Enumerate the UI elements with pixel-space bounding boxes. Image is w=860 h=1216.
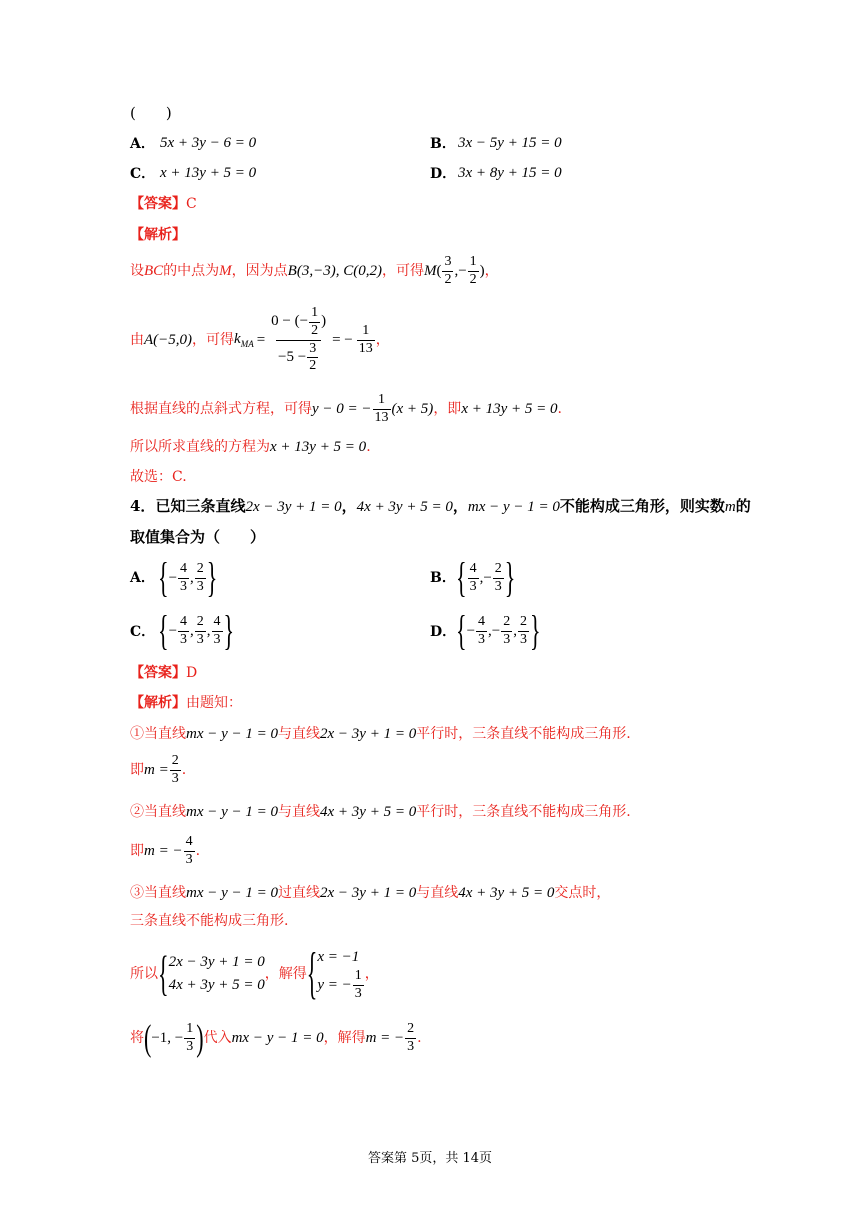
q4-case-1: ①当直线mx − y − 1 = 0与直线2x − 3y + 1 = 0平行时，三条直线不能构成三角形. <box>130 726 631 742</box>
answer-value: C <box>186 196 197 212</box>
math-k: $k_{MA}$ <box>234 330 254 349</box>
q4-case-2-result: 即 m = − $\frac{4}{3}$ . <box>130 833 201 867</box>
text: ，可得 <box>192 332 235 348</box>
text: . <box>557 401 562 417</box>
question-4-stem-line2: 取值集合为（ ） <box>130 528 266 546</box>
fraction: $\frac{3}{2}$ <box>444 253 452 287</box>
math: y − 0 = − <box>312 400 372 417</box>
fraction: $\frac{1}{13}$ <box>358 322 373 356</box>
math-eq: = <box>256 331 266 348</box>
q4-option-c-set: { − $\frac{4}{3}$ , $\frac{2}{3}$ , $\frac{4}{3}$ } <box>158 606 235 654</box>
text: ， <box>375 332 390 348</box>
analysis-line-result: 所以所求直线的方程为x + 13y + 5 = 0. <box>130 439 371 455</box>
text: ，因为点 <box>231 263 288 279</box>
option-d-label: D． <box>430 166 457 182</box>
math-point-a: A(−5,0) <box>144 331 193 348</box>
option-c-expr: x + 13y + 5 = 0 <box>160 165 257 181</box>
question-paren: ( ) <box>130 104 172 122</box>
page-footer: 答案第 5页，共 14页 <box>367 1151 493 1166</box>
math-eq: = − <box>332 331 353 348</box>
q4-option-b-label: B． <box>430 570 456 586</box>
text: 的中点为 <box>163 263 220 279</box>
option-d-expr: 3x + 8y + 15 = 0 <box>458 165 562 181</box>
q4-option-b-set: { $\frac{4}{3}$ ,− $\frac{2}{3}$ } <box>456 553 516 601</box>
q4-analysis-intro: 【解析】由题知： <box>130 695 242 711</box>
answer-line <box>130 197 197 211</box>
q4-answer-line: 【答案】D <box>130 665 198 681</box>
option-a-label: A． <box>130 136 155 152</box>
text: 由 <box>130 332 144 348</box>
q4-system-line: 所以 { 2x − 3y + 1 = 0 4x + 3y + 5 = 0 ，解得 { x = −1 y = − $\frac{1}{3}$ ， <box>130 940 379 1006</box>
math: (x + 5) <box>391 400 434 417</box>
analysis-label: 【解析】 <box>130 227 186 243</box>
math-paren: ( <box>436 262 442 279</box>
text: ， <box>484 263 499 279</box>
fraction: $\frac{1}{2}$ <box>469 253 477 287</box>
math-m2: M <box>423 262 437 279</box>
math-sep: ,− <box>454 262 467 279</box>
q4-option-c-label: C． <box>130 624 156 640</box>
analysis-line-midpoint <box>130 253 499 287</box>
fraction: $\frac{1}{13}$ <box>374 391 389 425</box>
math-m: M <box>219 262 232 279</box>
analysis-line-slope <box>130 305 390 374</box>
text: ，可得 <box>381 263 424 279</box>
question-4-stem: 4．已知三条直线2x − 3y + 1 = 0，4x + 3y + 5 = 0，mx − y − 1 = 0不能构成三角形，则实数m的 <box>130 497 751 515</box>
q4-substitute-line: 将 ( −1, − $\frac{1}{3}$ ) 代入 mx − y − 1 = 0 ，解得 m = − $\frac{2}{3}$ . <box>130 1015 422 1059</box>
math-eq: x + 13y + 5 = 0 <box>461 400 558 417</box>
q4-case-2: ②当直线mx − y − 1 = 0与直线4x + 3y + 5 = 0平行时，三条直线不能构成三角形. <box>130 804 631 820</box>
text: ，即 <box>433 401 462 417</box>
text: 设 <box>130 263 144 279</box>
q4-option-a-set: { − $\frac{4}{3}$ , $\frac{2}{3}$ } <box>158 553 218 601</box>
q4-case-3-line2: 三条直线不能构成三角形. <box>130 913 289 929</box>
option-a-expr: 5x + 3y − 6 = 0 <box>160 135 257 151</box>
option-b-label: B． <box>430 136 456 152</box>
q4-case-1-result: 即 m = $\frac{2}{3}$ . <box>130 752 187 786</box>
answer-label: 【答案】 <box>130 196 186 212</box>
q4-option-a-label: A． <box>130 570 155 586</box>
option-b-expr: 3x − 5y + 15 = 0 <box>458 135 562 151</box>
math-bc: BC <box>144 262 164 279</box>
option-c-label: C． <box>130 166 156 182</box>
math-points: B(3,−3), C(0,2) <box>287 262 382 279</box>
q4-option-d-label: D． <box>430 624 457 640</box>
math-paren: ) <box>479 262 485 279</box>
complex-fraction: 0 − (− $\frac{1}{2}$ ) −5 − $\frac{3}{2}$ <box>271 305 327 374</box>
analysis-line-point-slope <box>130 392 562 426</box>
text: 根据直线的点斜式方程，可得 <box>130 401 312 417</box>
analysis-line-choice: 故选：C. <box>130 469 187 485</box>
q4-case-3: ③当直线mx − y − 1 = 0过直线2x − 3y + 1 = 0与直线4x + 3y + 5 = 0交点时， <box>130 885 611 901</box>
q4-option-d-set: { − $\frac{4}{3}$ ,− $\frac{2}{3}$ , $\frac{2}{3}$ } <box>456 606 541 654</box>
